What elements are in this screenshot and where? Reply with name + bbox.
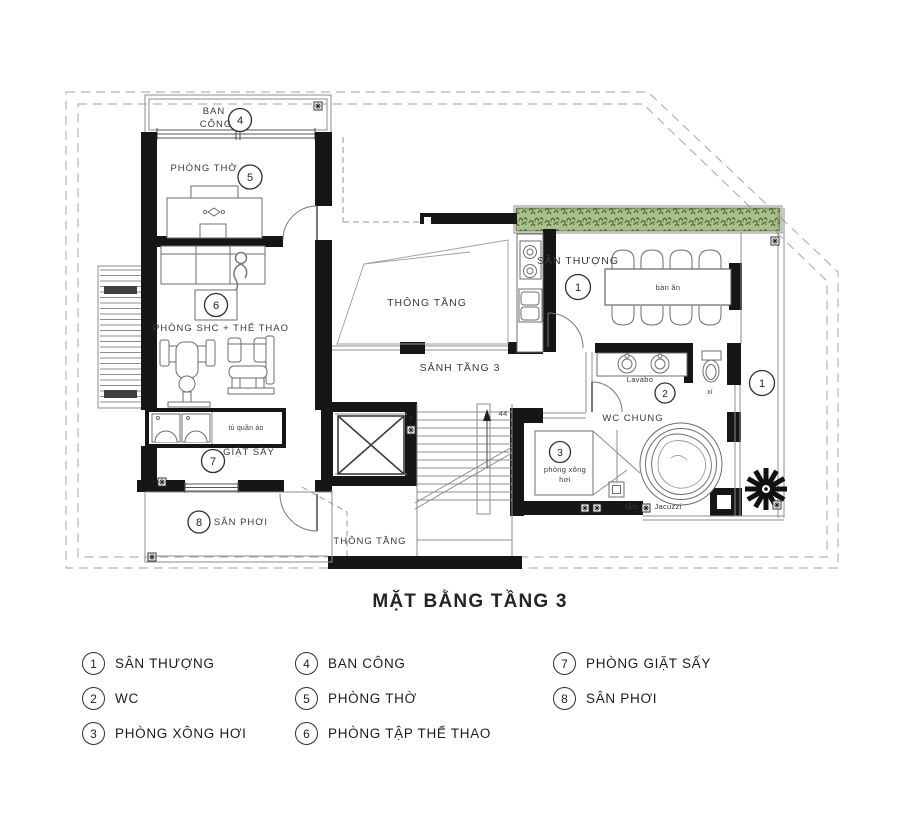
room-labels — [153, 106, 713, 547]
legend-number-5: 5 — [295, 687, 318, 710]
label-laundry: GIẶT SẤY — [223, 447, 275, 458]
legend-item-5 — [295, 687, 417, 710]
label-balcony-2: CÔNG — [199, 119, 233, 130]
label-toilet: xí — [707, 389, 713, 396]
void-sketch — [337, 240, 508, 344]
altar-furniture — [167, 186, 262, 238]
gym-equipment — [160, 336, 274, 407]
circle-1: 1 — [574, 282, 582, 294]
circle-1b: 1 — [758, 378, 766, 390]
circle-4: 4 — [236, 115, 244, 127]
label-lavabo: Lavabo — [626, 375, 654, 384]
legend-item-1 — [82, 652, 215, 675]
label-dining-table: bàn ăn — [655, 283, 681, 292]
label-balcony-1: BAN — [202, 106, 226, 117]
legend-number-2: 2 — [82, 687, 105, 710]
legend-label-3: PHÒNG XÔNG HƠI — [115, 726, 247, 741]
jacuzzi-tub — [640, 423, 722, 505]
legend-label-2: WC — [115, 691, 139, 706]
legend-item-8 — [553, 687, 657, 710]
label-shc-room: PHÒNG SHC + THỂ THAO — [152, 323, 290, 334]
laundry-window — [185, 482, 238, 493]
legend-number-3: 3 — [82, 722, 105, 745]
circle-5: 5 — [246, 172, 254, 184]
legend-label-5: PHÒNG THỜ — [328, 691, 417, 706]
hedge-planter — [514, 206, 782, 233]
label-drying: SÂN PHƠI — [213, 517, 269, 528]
legend-label-8: SÂN PHƠI — [586, 691, 658, 706]
legend-item-2 — [82, 687, 139, 710]
legend-item-7 — [553, 652, 711, 675]
label-hall: SẢNH TẦNG 3 — [419, 362, 501, 374]
label-worship-room: PHÒNG THỜ — [170, 163, 238, 174]
circle-3: 3 — [557, 448, 563, 459]
label-sauna-1: phòng xông — [543, 465, 587, 474]
legend-number-7: 7 — [553, 652, 576, 675]
louver-screen — [98, 266, 143, 408]
stairs — [409, 404, 512, 556]
circle-7: 7 — [209, 456, 217, 468]
legend-number-1: 1 — [82, 652, 105, 675]
label-dim-44: 44 — [498, 409, 508, 418]
circle-8: 8 — [195, 517, 203, 529]
label-terrace: SÂN THƯỢNG — [536, 255, 620, 267]
kitchen-counter — [517, 234, 543, 352]
legend-label-1: SÂN THƯỢNG — [115, 656, 215, 671]
legend-item-3 — [82, 722, 247, 745]
circle-2: 2 — [662, 389, 668, 400]
toilet — [702, 351, 721, 382]
label-wardrobe: tủ quần áo — [228, 425, 264, 432]
legend-label-6: PHÒNG TẬP THỂ THAO — [328, 726, 492, 741]
sofa — [161, 246, 265, 284]
label-shower: tắm — [625, 502, 639, 511]
legend-item-6 — [295, 722, 491, 745]
legend-label-4: BAN CÔNG — [328, 656, 406, 671]
label-void-small: THÔNG TẦNG — [333, 536, 407, 547]
label-sauna-2: hơi — [559, 475, 571, 484]
lavabo-counter — [597, 353, 687, 376]
circle-6: 6 — [212, 300, 220, 312]
legend-number-4: 4 — [295, 652, 318, 675]
label-jacuzzi: Jacuzzi — [654, 502, 682, 511]
page-title: MẶT BẰNG TẦNG 3 — [372, 591, 568, 612]
elevator-shaft — [335, 414, 407, 474]
shower — [609, 472, 624, 497]
legend-number-6: 6 — [295, 722, 318, 745]
legend-number-8: 8 — [553, 687, 576, 710]
label-void-main: THÔNG TẦNG — [387, 297, 467, 309]
label-wc-shared: WC CHUNG — [602, 413, 664, 424]
legend-label-7: PHÒNG GIẶT SẤY — [586, 656, 712, 671]
legend-item-4 — [295, 652, 406, 675]
